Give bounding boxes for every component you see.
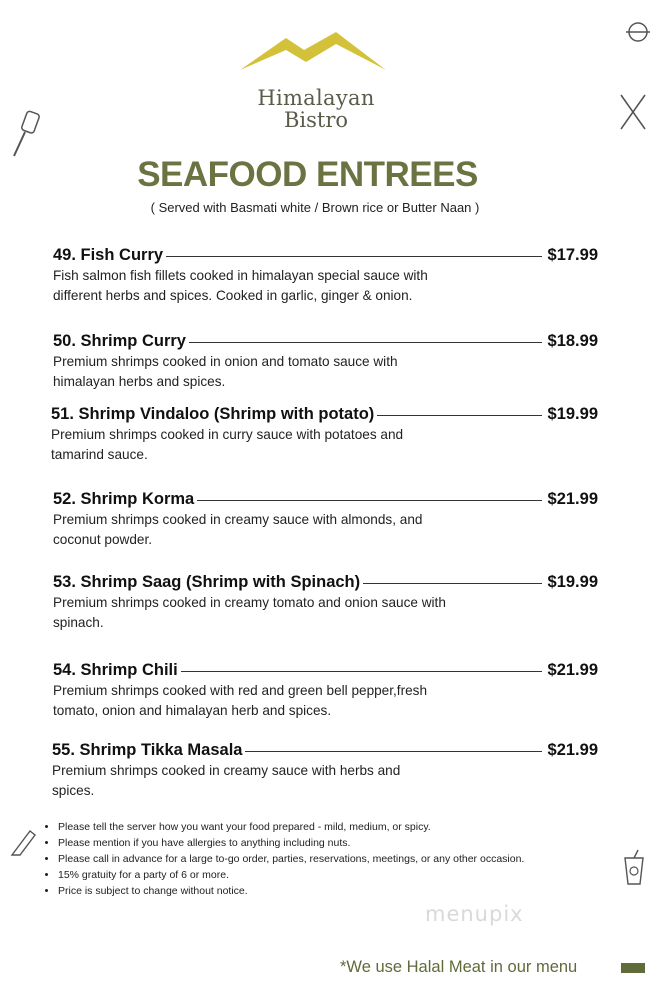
brand-name-line1: Himalayan (257, 86, 375, 110)
item-price: $21.99 (547, 489, 598, 508)
note-item: • Please mention if you have allergies to anything including nuts. (58, 835, 524, 851)
item-name: 52. Shrimp Korma (53, 489, 195, 508)
leader-line (245, 751, 541, 752)
page-subtitle: ( Served with Basmati white / Brown rice or Butter Naan ) (150, 200, 480, 215)
item-description: Fish salmon fish fillets cooked in himalayan special sauce with different herbs and spices. Cooked in garlic, ginger & onion. (53, 268, 428, 303)
item-price: $19.99 (547, 404, 598, 423)
item-price: $18.99 (547, 331, 598, 350)
menu-item (53, 488, 598, 550)
menu-item (51, 403, 598, 465)
item-description: Premium shrimps cooked in onion and tomato sauce with himalayan herbs and spices. (53, 354, 398, 389)
leader-line (166, 256, 541, 257)
knife-icon (8, 825, 38, 864)
note-item: • Please tell the server how you want your food prepared - mild, medium, or spicy. (58, 819, 524, 835)
item-price: $21.99 (547, 660, 598, 679)
note-item: • Please call in advance for a large to-go order, parties, reservations, meetings, or any other occasion. (58, 851, 524, 867)
page-title: SEAFOOD ENTREES (137, 155, 478, 194)
footer-accent-bar (621, 963, 645, 973)
menu-item (53, 330, 598, 392)
menu-item (52, 739, 598, 801)
item-name: 55. Shrimp Tikka Masala (52, 740, 243, 759)
mountain-logo-icon (236, 28, 396, 88)
cup-icon (620, 848, 648, 893)
note-item: • Price is subject to change without notice. (58, 883, 524, 899)
menu-item (53, 244, 598, 306)
item-name: 53. Shrimp Saag (Shrimp with Spinach) (53, 572, 361, 591)
item-price: $19.99 (547, 572, 598, 591)
note-item: • 15% gratuity for a party of 6 or more. (58, 867, 524, 883)
watermark: menupix (425, 902, 524, 926)
item-name: 54. Shrimp Chili (53, 660, 178, 679)
item-description: Premium shrimps cooked with red and green bell pepper,fresh tomato, onion and himalayan herb and spices. (53, 683, 428, 718)
item-name: 51. Shrimp Vindaloo (Shrimp with potato) (51, 404, 375, 423)
menu-item (53, 571, 598, 633)
item-price: $17.99 (547, 245, 598, 264)
leader-line (363, 583, 541, 584)
fork-knife-icon (618, 92, 648, 137)
leader-line (181, 671, 542, 672)
item-price: $21.99 (547, 740, 598, 759)
menu-item (53, 659, 598, 721)
item-description: Premium shrimps cooked in creamy sauce with almonds, and coconut powder. (53, 512, 423, 547)
item-description: Premium shrimps cooked in curry sauce with potatoes and tamarind sauce. (51, 427, 404, 462)
restaurant-logo (236, 28, 396, 138)
leader-line (189, 342, 542, 343)
item-description: Premium shrimps cooked in creamy sauce with herbs and spices. (52, 763, 401, 798)
notes-list (44, 819, 524, 899)
item-name: 50. Shrimp Curry (53, 331, 186, 350)
item-name: 49. Fish Curry (53, 245, 164, 264)
leader-line (197, 500, 541, 501)
hand-plate-icon (624, 16, 652, 55)
leader-line (377, 415, 541, 416)
footer-note: *We use Halal Meat in our menu (340, 958, 578, 976)
item-description: Premium shrimps cooked in creamy tomato and onion sauce with spinach. (53, 595, 446, 630)
brand-name-line2: Bistro (283, 108, 349, 132)
